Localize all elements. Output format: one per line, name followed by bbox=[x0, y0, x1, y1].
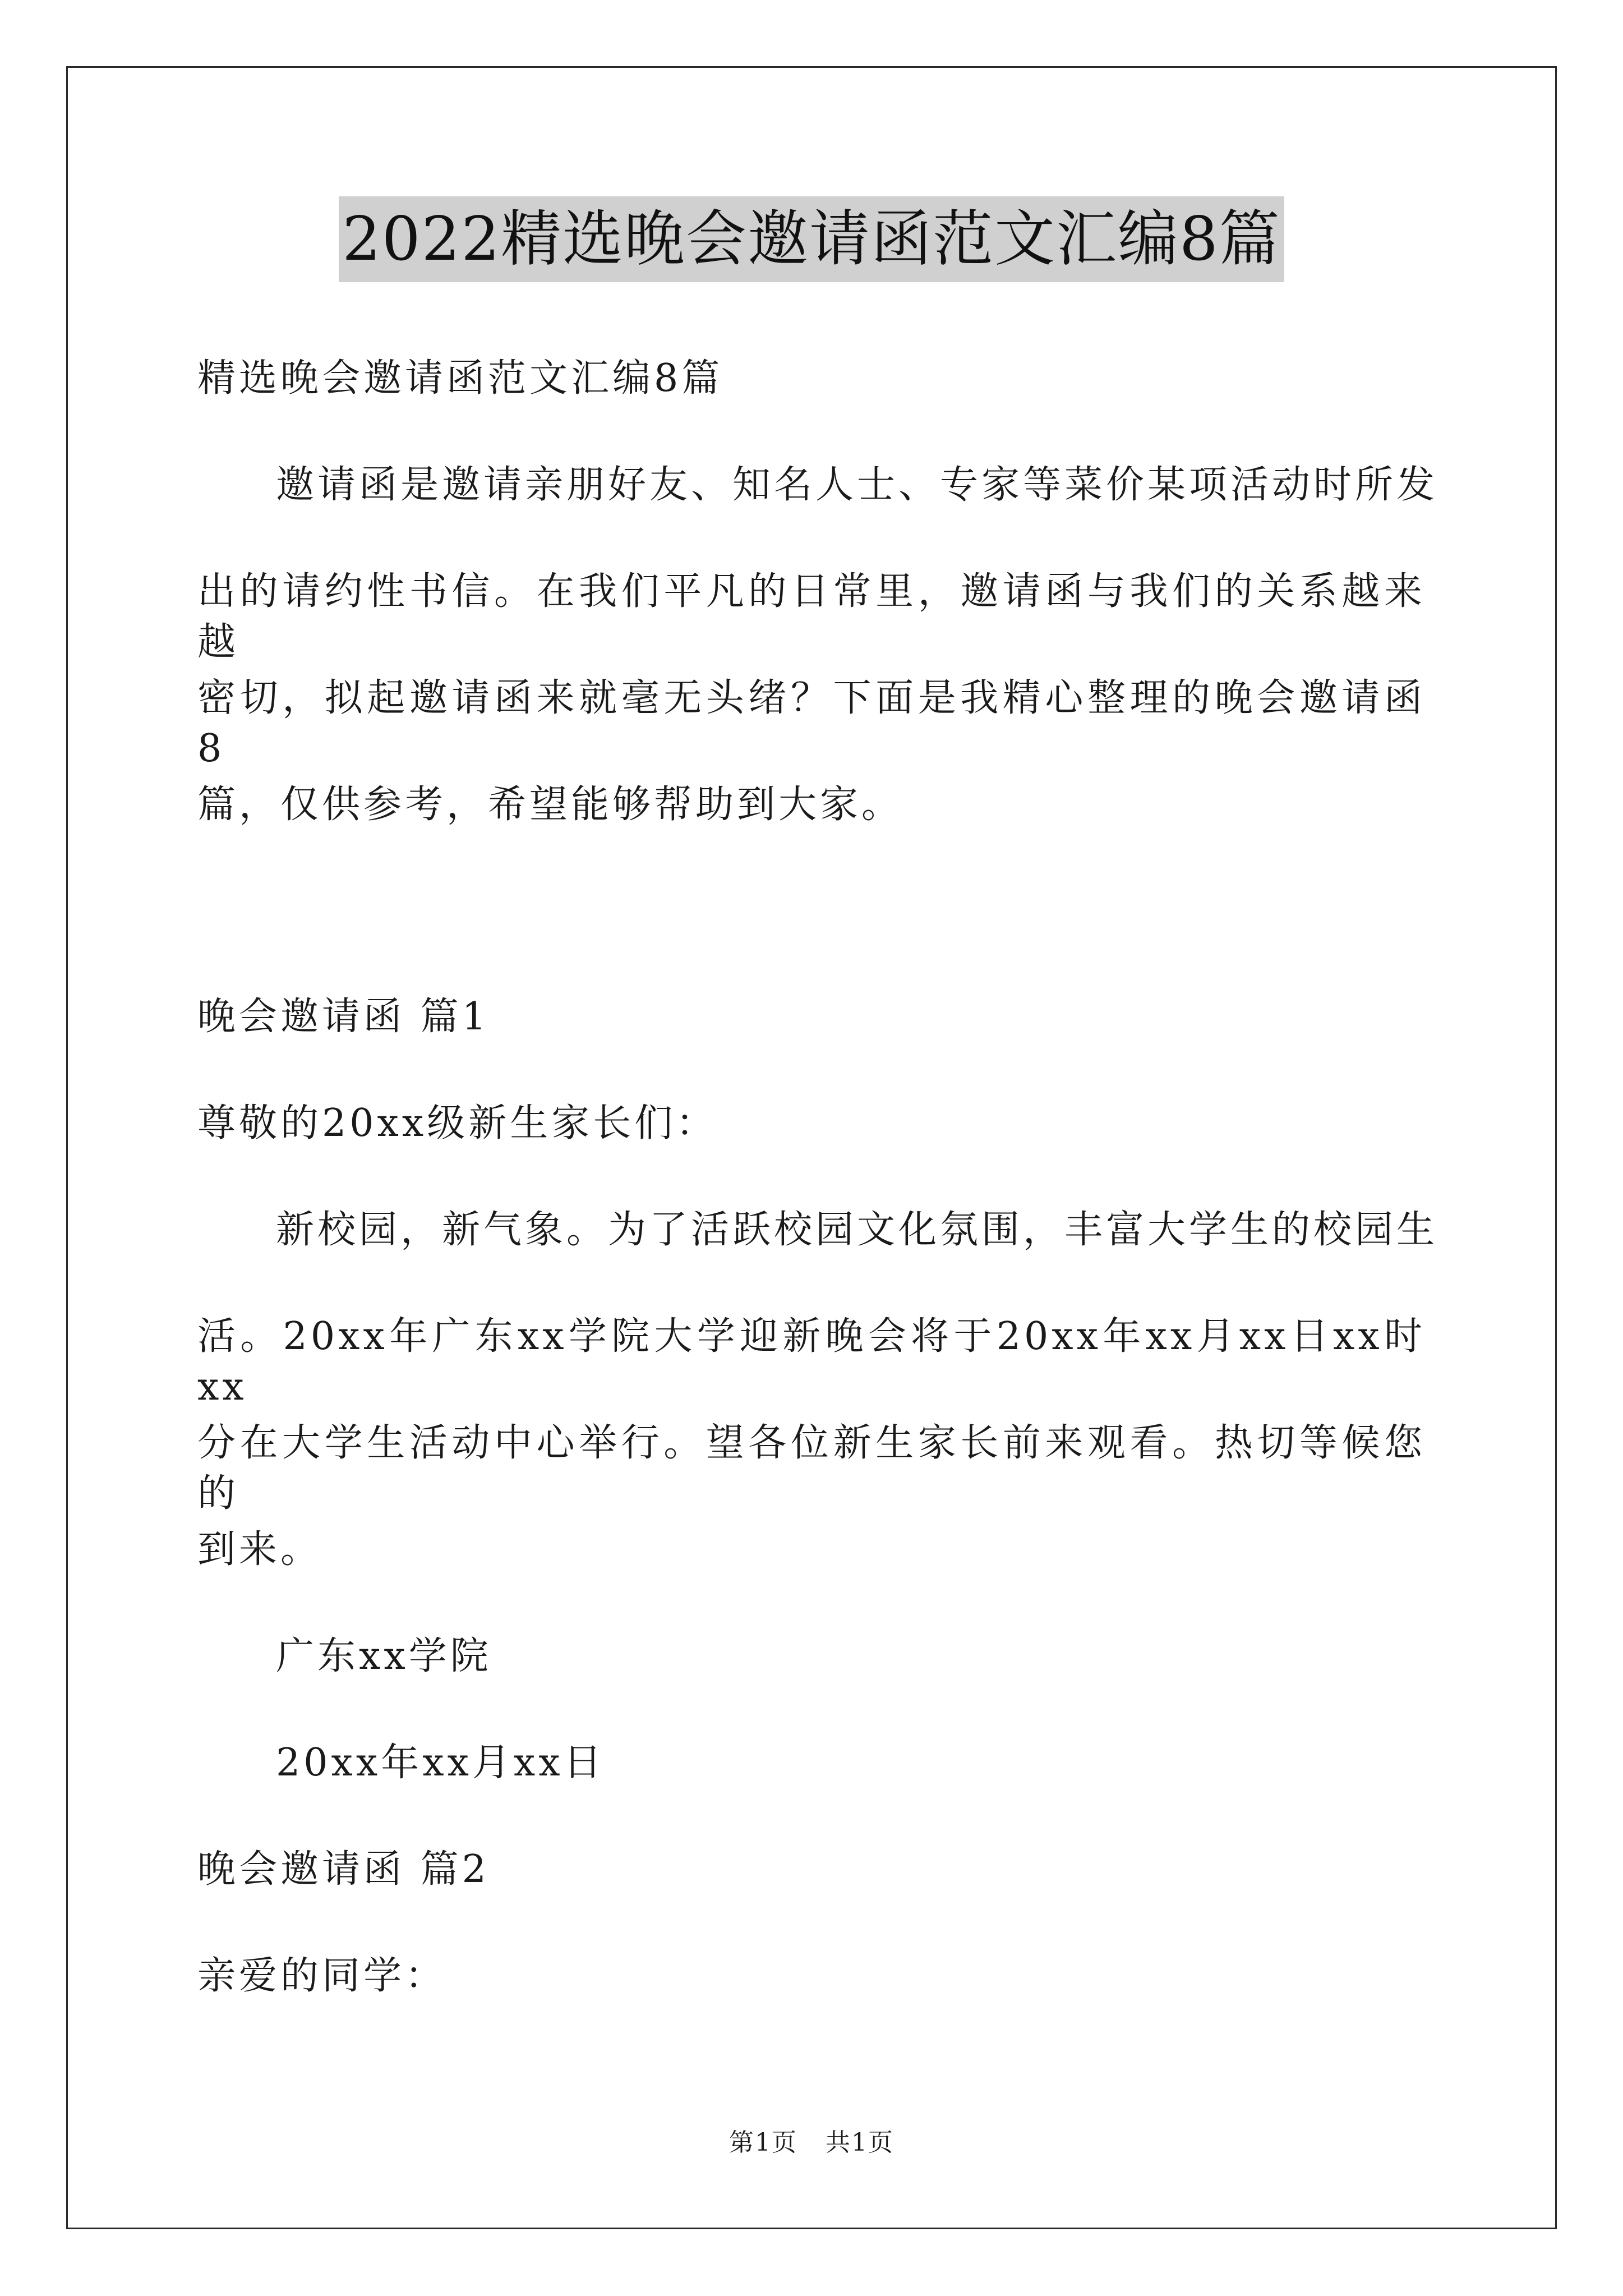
document-title: 2022精选晚会邀请函范文汇编8篇 bbox=[339, 196, 1284, 282]
section-heading-1: 晚会邀请函 篇1 bbox=[197, 995, 490, 1039]
signature-org: 广东xx学院 bbox=[276, 1634, 492, 1678]
signature-date: 20xx年xx月xx日 bbox=[276, 1741, 605, 1785]
page-total: 共1页 bbox=[826, 2128, 894, 2157]
letter1-line-3: 分在大学生活动中心举行。望各位新生家长前来观看。热切等候您的 bbox=[197, 1421, 1426, 1516]
intro-line-4: 篇，仅供参考，希望能够帮助到大家。 bbox=[197, 783, 903, 827]
salutation-2: 亲爱的同学： bbox=[197, 1954, 447, 1998]
page-footer bbox=[0, 2126, 1623, 2160]
letter1-line-1: 新校园，新气象。为了活跃校园文化氛围，丰富大学生的校园生 bbox=[276, 1208, 1438, 1252]
letter1-line-4: 到来。 bbox=[197, 1527, 322, 1572]
subtitle-line: 精选晚会邀请函范文汇编8篇 bbox=[197, 356, 723, 401]
section-heading-2: 晚会邀请函 篇2 bbox=[197, 1847, 490, 1892]
page-number: 第1页 bbox=[729, 2128, 797, 2157]
intro-line-3: 密切，拟起邀请函来就毫无头绪？下面是我精心整理的晚会邀请函8 bbox=[197, 676, 1426, 771]
letter1-line-2: 活。20xx年广东xx学院大学迎新晚会将于20xx年xx月xx日xx时xx bbox=[197, 1314, 1426, 1409]
salutation-1: 尊敬的20xx级新生家长们： bbox=[197, 1101, 718, 1145]
intro-line-1: 邀请函是邀请亲朋好友、知名人士、专家等菜价某项活动时所发 bbox=[276, 463, 1438, 507]
intro-line-2: 出的请约性书信。在我们平凡的日常里，邀请函与我们的关系越来越 bbox=[197, 569, 1426, 664]
title-wrap bbox=[0, 196, 1623, 282]
